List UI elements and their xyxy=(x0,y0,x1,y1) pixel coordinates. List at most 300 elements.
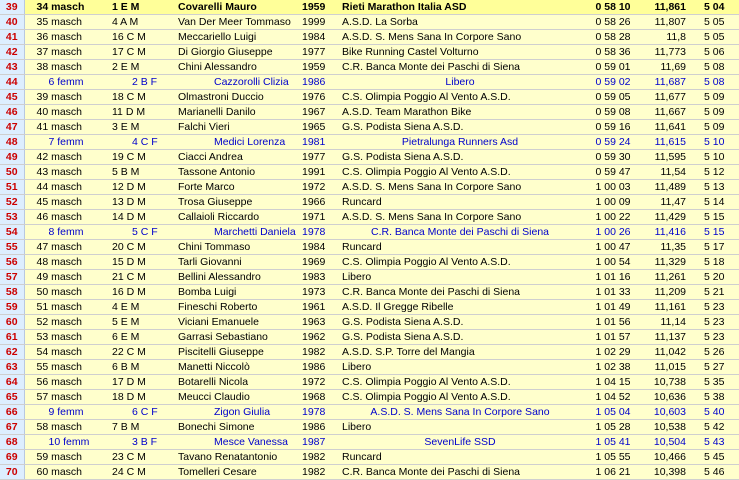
table-row xyxy=(0,465,739,480)
athlete-name-cell: Van Der Meer Tommaso xyxy=(174,15,300,30)
pace-per-km-cell: 5 09 xyxy=(694,105,739,120)
speed-kmh-cell: 11,015 xyxy=(646,360,694,375)
class-position-cell: 21 C M xyxy=(104,270,174,285)
class-position-cell: 22 C M xyxy=(104,345,174,360)
pace-per-km-cell: 5 13 xyxy=(694,180,739,195)
finish-time-cell: 1 04 15 xyxy=(580,375,646,390)
table-row xyxy=(0,285,739,300)
speed-kmh-cell: 11,615 xyxy=(646,135,694,150)
category-rank-cell: 60 masch xyxy=(24,465,104,480)
pace-per-km-cell: 5 40 xyxy=(694,405,739,420)
table-row xyxy=(0,30,739,45)
birth-year-cell: 1968 xyxy=(300,390,340,405)
team-name-cell: C.S. Olimpia Poggio Al Vento A.S.D. xyxy=(340,390,580,405)
athlete-name-cell: Callaioli Riccardo xyxy=(174,210,300,225)
class-position-cell: 4 E M xyxy=(104,300,174,315)
table-row xyxy=(0,210,739,225)
birth-year-cell: 1977 xyxy=(300,150,340,165)
category-rank-cell: 40 masch xyxy=(24,105,104,120)
class-position-cell: 3 B F xyxy=(104,435,174,450)
speed-kmh-cell: 11,137 xyxy=(646,330,694,345)
team-name-cell: Runcard xyxy=(340,240,580,255)
category-rank-cell: 8 femm xyxy=(24,225,104,240)
row-number-cell: 48 xyxy=(0,135,24,150)
birth-year-cell: 1963 xyxy=(300,315,340,330)
table-row xyxy=(0,180,739,195)
category-rank-cell: 57 masch xyxy=(24,390,104,405)
class-position-cell: 18 D M xyxy=(104,390,174,405)
category-rank-cell: 54 masch xyxy=(24,345,104,360)
table-row xyxy=(0,315,739,330)
class-position-cell: 11 D M xyxy=(104,105,174,120)
class-position-cell: 18 C M xyxy=(104,90,174,105)
birth-year-cell: 1986 xyxy=(300,420,340,435)
pace-per-km-cell: 5 09 xyxy=(694,90,739,105)
table-row xyxy=(0,75,739,90)
athlete-name-cell: Marchetti Daniela xyxy=(174,225,300,240)
finish-time-cell: 0 59 02 xyxy=(580,75,646,90)
finish-time-cell: 0 58 10 xyxy=(580,0,646,15)
athlete-name-cell: Bonechi Simone xyxy=(174,420,300,435)
pace-per-km-cell: 5 15 xyxy=(694,210,739,225)
athlete-name-cell: Tarli Giovanni xyxy=(174,255,300,270)
class-position-cell: 6 C F xyxy=(104,405,174,420)
speed-kmh-cell: 11,641 xyxy=(646,120,694,135)
birth-year-cell: 1959 xyxy=(300,60,340,75)
team-name-cell: Libero xyxy=(340,420,580,435)
birth-year-cell: 1982 xyxy=(300,345,340,360)
team-name-cell: A.S.D. S. Mens Sana In Corpore Sano xyxy=(340,405,580,420)
pace-per-km-cell: 5 04 xyxy=(694,0,739,15)
team-name-cell: C.R. Banca Monte dei Paschi di Siena xyxy=(340,60,580,75)
table-row xyxy=(0,270,739,285)
team-name-cell: A.S.D. Team Marathon Bike xyxy=(340,105,580,120)
category-rank-cell: 6 femm xyxy=(24,75,104,90)
speed-kmh-cell: 11,416 xyxy=(646,225,694,240)
finish-time-cell: 0 59 01 xyxy=(580,60,646,75)
pace-per-km-cell: 5 09 xyxy=(694,120,739,135)
row-number-cell: 46 xyxy=(0,105,24,120)
speed-kmh-cell: 11,209 xyxy=(646,285,694,300)
pace-per-km-cell: 5 05 xyxy=(694,15,739,30)
class-position-cell: 16 D M xyxy=(104,285,174,300)
team-name-cell: C.S. Olimpia Poggio Al Vento A.S.D. xyxy=(340,375,580,390)
pace-per-km-cell: 5 06 xyxy=(694,45,739,60)
row-number-cell: 41 xyxy=(0,30,24,45)
category-rank-cell: 50 masch xyxy=(24,285,104,300)
pace-per-km-cell: 5 42 xyxy=(694,420,739,435)
speed-kmh-cell: 11,489 xyxy=(646,180,694,195)
class-position-cell: 5 C F xyxy=(104,225,174,240)
athlete-name-cell: Chini Alessandro xyxy=(174,60,300,75)
pace-per-km-cell: 5 10 xyxy=(694,135,739,150)
team-name-cell: C.S. Olimpia Poggio Al Vento A.S.D. xyxy=(340,90,580,105)
class-position-cell: 17 D M xyxy=(104,375,174,390)
finish-time-cell: 1 00 26 xyxy=(580,225,646,240)
class-position-cell: 6 B M xyxy=(104,360,174,375)
team-name-cell: Runcard xyxy=(340,450,580,465)
table-row xyxy=(0,450,739,465)
table-row xyxy=(0,60,739,75)
athlete-name-cell: Meccariello Luigi xyxy=(174,30,300,45)
athlete-name-cell: Falchi Vieri xyxy=(174,120,300,135)
athlete-name-cell: Marianelli Danilo xyxy=(174,105,300,120)
category-rank-cell: 10 femm xyxy=(24,435,104,450)
finish-time-cell: 0 59 08 xyxy=(580,105,646,120)
speed-kmh-cell: 11,329 xyxy=(646,255,694,270)
class-position-cell: 19 C M xyxy=(104,150,174,165)
athlete-name-cell: Tassone Antonio xyxy=(174,165,300,180)
class-position-cell: 24 C M xyxy=(104,465,174,480)
pace-per-km-cell: 5 38 xyxy=(694,390,739,405)
finish-time-cell: 1 05 28 xyxy=(580,420,646,435)
birth-year-cell: 1982 xyxy=(300,465,340,480)
table-row xyxy=(0,90,739,105)
table-row xyxy=(0,330,739,345)
row-number-cell: 50 xyxy=(0,165,24,180)
row-number-cell: 56 xyxy=(0,255,24,270)
birth-year-cell: 1972 xyxy=(300,180,340,195)
birth-year-cell: 1972 xyxy=(300,375,340,390)
team-name-cell: C.S. Olimpia Poggio Al Vento A.S.D. xyxy=(340,255,580,270)
athlete-name-cell: Di Giorgio Giuseppe xyxy=(174,45,300,60)
pace-per-km-cell: 5 35 xyxy=(694,375,739,390)
birth-year-cell: 1969 xyxy=(300,255,340,270)
speed-kmh-cell: 11,47 xyxy=(646,195,694,210)
birth-year-cell: 1978 xyxy=(300,225,340,240)
pace-per-km-cell: 5 10 xyxy=(694,150,739,165)
speed-kmh-cell: 11,773 xyxy=(646,45,694,60)
row-number-cell: 68 xyxy=(0,435,24,450)
class-position-cell: 16 C M xyxy=(104,30,174,45)
athlete-name-cell: Bellini Alessandro xyxy=(174,270,300,285)
team-name-cell: Rieti Marathon Italia ASD xyxy=(340,0,580,15)
category-rank-cell: 43 masch xyxy=(24,165,104,180)
row-number-cell: 51 xyxy=(0,180,24,195)
category-rank-cell: 34 masch xyxy=(24,0,104,15)
class-position-cell: 13 D M xyxy=(104,195,174,210)
category-rank-cell: 9 femm xyxy=(24,405,104,420)
pace-per-km-cell: 5 46 xyxy=(694,465,739,480)
athlete-name-cell: Bomba Luigi xyxy=(174,285,300,300)
pace-per-km-cell: 5 12 xyxy=(694,165,739,180)
speed-kmh-cell: 10,636 xyxy=(646,390,694,405)
birth-year-cell: 1961 xyxy=(300,300,340,315)
class-position-cell: 1 E M xyxy=(104,0,174,15)
birth-year-cell: 1981 xyxy=(300,135,340,150)
team-name-cell: Bike Running Castel Volturno xyxy=(340,45,580,60)
pace-per-km-cell: 5 17 xyxy=(694,240,739,255)
athlete-name-cell: Cazzorolli Clizia xyxy=(174,75,300,90)
row-number-cell: 62 xyxy=(0,345,24,360)
pace-per-km-cell: 5 20 xyxy=(694,270,739,285)
table-row xyxy=(0,345,739,360)
team-name-cell: Libero xyxy=(340,360,580,375)
finish-time-cell: 1 00 22 xyxy=(580,210,646,225)
birth-year-cell: 1999 xyxy=(300,15,340,30)
table-row xyxy=(0,135,739,150)
team-name-cell: C.S. Olimpia Poggio Al Vento A.S.D. xyxy=(340,165,580,180)
speed-kmh-cell: 11,677 xyxy=(646,90,694,105)
speed-kmh-cell: 11,8 xyxy=(646,30,694,45)
finish-time-cell: 1 01 16 xyxy=(580,270,646,285)
team-name-cell: C.R. Banca Monte dei Paschi di Siena xyxy=(340,225,580,240)
athlete-name-cell: Tavano Renatantonio xyxy=(174,450,300,465)
row-number-cell: 64 xyxy=(0,375,24,390)
finish-time-cell: 0 58 26 xyxy=(580,15,646,30)
team-name-cell: G.S. Podista Siena A.S.D. xyxy=(340,315,580,330)
birth-year-cell: 1984 xyxy=(300,30,340,45)
category-rank-cell: 37 masch xyxy=(24,45,104,60)
table-row xyxy=(0,420,739,435)
finish-time-cell: 1 00 09 xyxy=(580,195,646,210)
speed-kmh-cell: 11,042 xyxy=(646,345,694,360)
table-row xyxy=(0,105,739,120)
speed-kmh-cell: 10,603 xyxy=(646,405,694,420)
class-position-cell: 3 E M xyxy=(104,120,174,135)
birth-year-cell: 1967 xyxy=(300,105,340,120)
speed-kmh-cell: 11,429 xyxy=(646,210,694,225)
finish-time-cell: 0 59 47 xyxy=(580,165,646,180)
team-name-cell: G.S. Podista Siena A.S.D. xyxy=(340,330,580,345)
row-number-cell: 57 xyxy=(0,270,24,285)
row-number-cell: 65 xyxy=(0,390,24,405)
table-row xyxy=(0,390,739,405)
athlete-name-cell: Olmastroni Duccio xyxy=(174,90,300,105)
pace-per-km-cell: 5 26 xyxy=(694,345,739,360)
table-row xyxy=(0,375,739,390)
category-rank-cell: 52 masch xyxy=(24,315,104,330)
team-name-cell: Pietralunga Runners Asd xyxy=(340,135,580,150)
speed-kmh-cell: 10,398 xyxy=(646,465,694,480)
athlete-name-cell: Trosa Giuseppe xyxy=(174,195,300,210)
speed-kmh-cell: 11,54 xyxy=(646,165,694,180)
finish-time-cell: 0 59 16 xyxy=(580,120,646,135)
category-rank-cell: 56 masch xyxy=(24,375,104,390)
pace-per-km-cell: 5 14 xyxy=(694,195,739,210)
row-number-cell: 70 xyxy=(0,465,24,480)
finish-time-cell: 1 02 38 xyxy=(580,360,646,375)
category-rank-cell: 7 femm xyxy=(24,135,104,150)
athlete-name-cell: Covarelli Mauro xyxy=(174,0,300,15)
table-row xyxy=(0,405,739,420)
row-number-cell: 67 xyxy=(0,420,24,435)
finish-time-cell: 0 59 24 xyxy=(580,135,646,150)
table-row xyxy=(0,255,739,270)
table-row xyxy=(0,0,739,15)
table-row xyxy=(0,165,739,180)
table-row xyxy=(0,240,739,255)
speed-kmh-cell: 11,14 xyxy=(646,315,694,330)
athlete-name-cell: Fineschi Roberto xyxy=(174,300,300,315)
class-position-cell: 2 B F xyxy=(104,75,174,90)
speed-kmh-cell: 11,69 xyxy=(646,60,694,75)
row-number-cell: 60 xyxy=(0,315,24,330)
speed-kmh-cell: 11,807 xyxy=(646,15,694,30)
class-position-cell: 15 D M xyxy=(104,255,174,270)
pace-per-km-cell: 5 15 xyxy=(694,225,739,240)
birth-year-cell: 1986 xyxy=(300,360,340,375)
finish-time-cell: 1 06 21 xyxy=(580,465,646,480)
speed-kmh-cell: 10,504 xyxy=(646,435,694,450)
athlete-name-cell: Tomelleri Cesare xyxy=(174,465,300,480)
athlete-name-cell: Meucci Claudio xyxy=(174,390,300,405)
athlete-name-cell: Botarelli Nicola xyxy=(174,375,300,390)
category-rank-cell: 35 masch xyxy=(24,15,104,30)
finish-time-cell: 1 00 03 xyxy=(580,180,646,195)
pace-per-km-cell: 5 23 xyxy=(694,315,739,330)
team-name-cell: A.S.D. La Sorba xyxy=(340,15,580,30)
row-number-cell: 66 xyxy=(0,405,24,420)
team-name-cell: A.S.D. S. Mens Sana In Corpore Sano xyxy=(340,180,580,195)
speed-kmh-cell: 11,161 xyxy=(646,300,694,315)
speed-kmh-cell: 10,538 xyxy=(646,420,694,435)
class-position-cell: 6 E M xyxy=(104,330,174,345)
birth-year-cell: 1978 xyxy=(300,405,340,420)
row-number-cell: 52 xyxy=(0,195,24,210)
birth-year-cell: 1966 xyxy=(300,195,340,210)
athlete-name-cell: Viciani Emanuele xyxy=(174,315,300,330)
speed-kmh-cell: 11,687 xyxy=(646,75,694,90)
team-name-cell: C.R. Banca Monte dei Paschi di Siena xyxy=(340,465,580,480)
speed-kmh-cell: 11,261 xyxy=(646,270,694,285)
row-number-cell: 59 xyxy=(0,300,24,315)
row-number-cell: 47 xyxy=(0,120,24,135)
row-number-cell: 55 xyxy=(0,240,24,255)
row-number-cell: 53 xyxy=(0,210,24,225)
row-number-cell: 63 xyxy=(0,360,24,375)
pace-per-km-cell: 5 05 xyxy=(694,30,739,45)
team-name-cell: Runcard xyxy=(340,195,580,210)
birth-year-cell: 1991 xyxy=(300,165,340,180)
finish-time-cell: 1 01 49 xyxy=(580,300,646,315)
category-rank-cell: 59 masch xyxy=(24,450,104,465)
row-number-cell: 43 xyxy=(0,60,24,75)
pace-per-km-cell: 5 23 xyxy=(694,330,739,345)
category-rank-cell: 48 masch xyxy=(24,255,104,270)
speed-kmh-cell: 11,667 xyxy=(646,105,694,120)
table-row xyxy=(0,360,739,375)
category-rank-cell: 51 masch xyxy=(24,300,104,315)
birth-year-cell: 1976 xyxy=(300,90,340,105)
finish-time-cell: 1 05 41 xyxy=(580,435,646,450)
finish-time-cell: 1 05 55 xyxy=(580,450,646,465)
athlete-name-cell: Forte Marco xyxy=(174,180,300,195)
class-position-cell: 5 B M xyxy=(104,165,174,180)
class-position-cell: 12 D M xyxy=(104,180,174,195)
athlete-name-cell: Zigon Giulia xyxy=(174,405,300,420)
table-row xyxy=(0,195,739,210)
finish-time-cell: 0 59 30 xyxy=(580,150,646,165)
pace-per-km-cell: 5 27 xyxy=(694,360,739,375)
row-number-cell: 44 xyxy=(0,75,24,90)
speed-kmh-cell: 11,861 xyxy=(646,0,694,15)
row-number-cell: 69 xyxy=(0,450,24,465)
team-name-cell: Libero xyxy=(340,75,580,90)
pace-per-km-cell: 5 45 xyxy=(694,450,739,465)
class-position-cell: 23 C M xyxy=(104,450,174,465)
finish-time-cell: 1 00 47 xyxy=(580,240,646,255)
athlete-name-cell: Mesce Vanessa xyxy=(174,435,300,450)
pace-per-km-cell: 5 23 xyxy=(694,300,739,315)
finish-time-cell: 1 01 56 xyxy=(580,315,646,330)
table-row xyxy=(0,120,739,135)
athlete-name-cell: Garrasi Sebastiano xyxy=(174,330,300,345)
birth-year-cell: 1973 xyxy=(300,285,340,300)
class-position-cell: 4 C F xyxy=(104,135,174,150)
category-rank-cell: 46 masch xyxy=(24,210,104,225)
team-name-cell: G.S. Podista Siena A.S.D. xyxy=(340,150,580,165)
team-name-cell: A.S.D. S.P. Torre del Mangia xyxy=(340,345,580,360)
category-rank-cell: 47 masch xyxy=(24,240,104,255)
birth-year-cell: 1965 xyxy=(300,120,340,135)
row-number-cell: 54 xyxy=(0,225,24,240)
birth-year-cell: 1982 xyxy=(300,450,340,465)
team-name-cell: G.S. Podista Siena A.S.D. xyxy=(340,120,580,135)
row-number-cell: 58 xyxy=(0,285,24,300)
finish-time-cell: 1 00 54 xyxy=(580,255,646,270)
row-number-cell: 49 xyxy=(0,150,24,165)
class-position-cell: 5 E M xyxy=(104,315,174,330)
category-rank-cell: 53 masch xyxy=(24,330,104,345)
table-row xyxy=(0,15,739,30)
athlete-name-cell: Ciacci Andrea xyxy=(174,150,300,165)
finish-time-cell: 1 01 57 xyxy=(580,330,646,345)
category-rank-cell: 42 masch xyxy=(24,150,104,165)
class-position-cell: 7 B M xyxy=(104,420,174,435)
birth-year-cell: 1984 xyxy=(300,240,340,255)
pace-per-km-cell: 5 43 xyxy=(694,435,739,450)
class-position-cell: 20 C M xyxy=(104,240,174,255)
table-row xyxy=(0,225,739,240)
athlete-name-cell: Chini Tommaso xyxy=(174,240,300,255)
pace-per-km-cell: 5 08 xyxy=(694,75,739,90)
row-number-cell: 39 xyxy=(0,0,24,15)
category-rank-cell: 39 masch xyxy=(24,90,104,105)
category-rank-cell: 45 masch xyxy=(24,195,104,210)
birth-year-cell: 1986 xyxy=(300,75,340,90)
finish-time-cell: 0 58 28 xyxy=(580,30,646,45)
athlete-name-cell: Piscitelli Giuseppe xyxy=(174,345,300,360)
team-name-cell: A.S.D. S. Mens Sana In Corpore Sano xyxy=(340,30,580,45)
speed-kmh-cell: 11,595 xyxy=(646,150,694,165)
class-position-cell: 4 A M xyxy=(104,15,174,30)
row-number-cell: 40 xyxy=(0,15,24,30)
team-name-cell: Libero xyxy=(340,270,580,285)
row-number-cell: 42 xyxy=(0,45,24,60)
category-rank-cell: 41 masch xyxy=(24,120,104,135)
class-position-cell: 2 E M xyxy=(104,60,174,75)
row-number-cell: 61 xyxy=(0,330,24,345)
row-number-cell: 45 xyxy=(0,90,24,105)
team-name-cell: A.S.D. S. Mens Sana In Corpore Sano xyxy=(340,210,580,225)
finish-time-cell: 0 59 05 xyxy=(580,90,646,105)
category-rank-cell: 36 masch xyxy=(24,30,104,45)
category-rank-cell: 49 masch xyxy=(24,270,104,285)
birth-year-cell: 1977 xyxy=(300,45,340,60)
birth-year-cell: 1987 xyxy=(300,435,340,450)
table-row xyxy=(0,45,739,60)
speed-kmh-cell: 11,35 xyxy=(646,240,694,255)
athlete-name-cell: Medici Lorenza xyxy=(174,135,300,150)
finish-time-cell: 1 01 33 xyxy=(580,285,646,300)
finish-time-cell: 1 02 29 xyxy=(580,345,646,360)
team-name-cell: C.R. Banca Monte dei Paschi di Siena xyxy=(340,285,580,300)
finish-time-cell: 1 05 04 xyxy=(580,405,646,420)
finish-time-cell: 1 04 52 xyxy=(580,390,646,405)
pace-per-km-cell: 5 21 xyxy=(694,285,739,300)
pace-per-km-cell: 5 08 xyxy=(694,60,739,75)
